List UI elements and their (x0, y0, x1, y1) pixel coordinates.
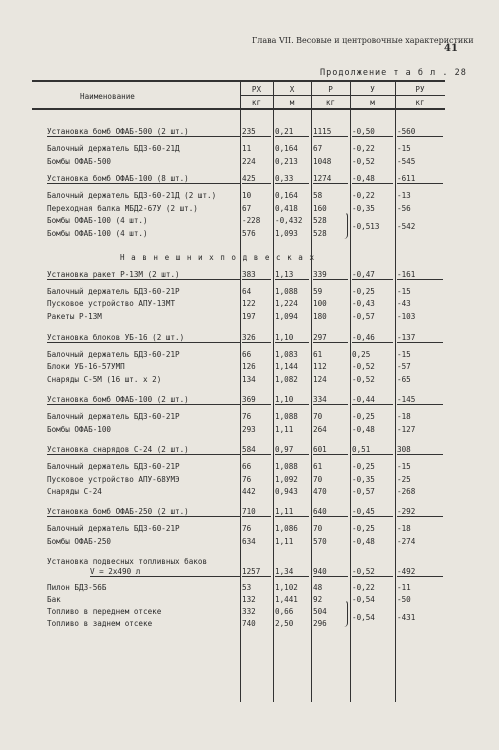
col-header-name: Наименование (80, 92, 135, 101)
cell-py: -103 (397, 312, 416, 321)
cell-y: -0,52 (352, 362, 375, 371)
cell-y: -0,25 (352, 412, 375, 421)
cell-px: 64 (242, 287, 252, 296)
col-header-p: P (328, 85, 333, 94)
cell-y: -0,50 (352, 127, 393, 137)
row-name: Балочный держатель БДЗ-60-21Р (47, 412, 180, 421)
cell-x: 1,082 (275, 375, 298, 384)
cell-p: 160 (313, 204, 327, 213)
cell-p: 1274 (313, 174, 348, 184)
cell-y: -0,57 (352, 487, 375, 496)
cell-x: 1,441 (275, 595, 298, 604)
cell-px: -228 (242, 216, 261, 225)
cell-x: 1,11 (275, 425, 294, 434)
cell-py: -15 (397, 287, 411, 296)
cell-y: -0,52 (352, 157, 375, 166)
cell-px: 710 (242, 507, 271, 517)
cell-x: 1,094 (275, 312, 298, 321)
cell-py: -13 (397, 191, 411, 200)
row-name: Снаряды С-24 (47, 487, 102, 496)
cell-y: -0,48 (352, 425, 375, 434)
cell-px: 576 (242, 229, 256, 238)
col-header-x: X (289, 85, 295, 94)
col-unit-py: кг (415, 98, 425, 107)
cell-x: 1,11 (275, 537, 294, 546)
cell-x: 1,088 (275, 462, 298, 471)
cell-p: 112 (313, 362, 327, 371)
cell-px: 134 (242, 375, 256, 384)
cell-x: 1,13 (275, 270, 309, 280)
row-name: Балочный держатель БДЗ-60-21Р (47, 350, 180, 359)
cell-x: 0,164 (275, 191, 298, 200)
cell-px: 369 (242, 395, 271, 405)
cell-x: 1,088 (275, 287, 298, 296)
cell-x: 0,213 (275, 157, 298, 166)
cell-y: -0,22 (352, 191, 375, 200)
cell-p: 528 (313, 229, 327, 238)
cell-y: -0,54 (352, 595, 375, 604)
cell-x: 1,102 (275, 583, 298, 592)
cell-p: 61 (313, 350, 323, 359)
cell-p: 601 (313, 445, 348, 455)
cell-py: -137 (397, 333, 443, 343)
cell-py: -292 (397, 507, 443, 517)
cell-x: 1,083 (275, 350, 298, 359)
cell-px: 740 (242, 619, 256, 628)
cell-px: 224 (242, 157, 256, 166)
row-name: Балочный держатель БДЗ-60-21Д (47, 144, 180, 153)
cell-py: -56 (397, 204, 411, 213)
row-name: Бомбы ОФАБ-250 (47, 537, 112, 546)
cell-py: -268 (397, 487, 416, 496)
cell-x: 1,092 (275, 475, 298, 484)
cell-p: 334 (313, 395, 348, 405)
cell-y: -0,52 (352, 375, 375, 384)
cell-py: -542 (397, 222, 416, 231)
cell-px: 66 (242, 462, 252, 471)
cell-x: 0,21 (275, 127, 309, 137)
cell-y: -0,47 (352, 270, 393, 280)
cell-px: 53 (242, 583, 252, 592)
cell-y: -0,46 (352, 333, 393, 343)
cell-py: -18 (397, 412, 411, 421)
cell-x: 0,418 (275, 204, 298, 213)
cell-p: 70 (313, 524, 323, 533)
row-name: Бомбы ОФАБ-100 (47, 425, 112, 434)
page-number: 41 (444, 43, 458, 54)
cell-px: 442 (242, 487, 256, 496)
cell-px: 235 (242, 127, 271, 137)
cell-p: 1048 (313, 157, 332, 166)
cell-px: 10 (242, 191, 252, 200)
col-unit-y: м (370, 98, 375, 107)
cell-x: 0,97 (275, 445, 309, 455)
cell-y: -0,35 (352, 204, 375, 213)
cell-y: -0,43 (352, 299, 375, 308)
row-name: Топливо в заднем отсеке (47, 619, 153, 628)
cell-px: 76 (242, 524, 252, 533)
cell-p: 48 (313, 583, 323, 592)
row-name: Балочный держатель БДЗ-60-21Р (47, 287, 180, 296)
cell-x: 1,093 (275, 229, 298, 238)
table-continuation-label: Продолжение т а б л . 28 (320, 68, 467, 78)
row-name: Установка бомб ОФАБ-500 (2 шт.) (47, 127, 240, 137)
cell-p: 70 (313, 475, 323, 484)
cell-y: -0,25 (352, 462, 375, 471)
cell-y: -0,35 (352, 475, 375, 484)
cell-px: 1257 (242, 567, 271, 577)
cell-p: 67 (313, 144, 323, 153)
cell-py: -431 (397, 613, 416, 622)
cell-py: -65 (397, 375, 411, 384)
row-name: Установка снарядов С-24 (2 шт.) (47, 445, 240, 455)
cell-p: 70 (313, 412, 323, 421)
row-name: Блоки УБ-16-57УМП (47, 362, 125, 371)
cell-px: 132 (242, 595, 256, 604)
cell-p: 470 (313, 487, 327, 496)
cell-py: -43 (397, 299, 411, 308)
cell-px: 197 (242, 312, 256, 321)
cell-x: 1,10 (275, 333, 309, 343)
row-name: Бомбы ОФАБ-100 (4 шт.) (47, 216, 148, 225)
col-header-y: У (370, 85, 375, 94)
cell-py: -15 (397, 144, 411, 153)
cell-py: -492 (397, 567, 443, 577)
cell-py: -50 (397, 595, 411, 604)
cell-py: -15 (397, 462, 411, 471)
cell-py: -11 (397, 583, 411, 592)
row-name: Установка подвесных топливных баков (47, 557, 208, 566)
cell-p: 296 (313, 619, 327, 628)
row-name: Пилон БДЗ-56Б (47, 583, 107, 592)
cell-x: 1,34 (275, 567, 309, 577)
cell-px: 584 (242, 445, 271, 455)
col-unit-px: кг (251, 98, 262, 107)
cell-p: 180 (313, 312, 327, 321)
row-name: Переходная балка МБД2-67У (2 шт.) (47, 204, 198, 213)
cell-p: 61 (313, 462, 323, 471)
cell-px: 383 (242, 270, 271, 280)
row-name: Бак (47, 595, 61, 604)
cell-p: 1115 (313, 127, 348, 137)
row-name: Ракеты Р-13М (47, 312, 102, 321)
cell-px: 293 (242, 425, 256, 434)
cell-px: 67 (242, 204, 252, 213)
cell-py: -15 (397, 350, 411, 359)
cell-px: 11 (242, 144, 252, 153)
cell-y: -0,25 (352, 287, 375, 296)
chapter-header: Глава VII. Весовые и центровочные характеристики (252, 36, 474, 45)
cell-x: 2,50 (275, 619, 294, 628)
cell-px: 66 (242, 350, 252, 359)
cell-px: 76 (242, 412, 252, 421)
cell-py: -545 (397, 157, 416, 166)
cell-y: -0,22 (352, 583, 375, 592)
cell-x: 1,144 (275, 362, 298, 371)
cell-x: -0,432 (275, 216, 303, 225)
cell-x: 0,33 (275, 174, 309, 184)
cell-px: 326 (242, 333, 271, 343)
cell-x: 0,164 (275, 144, 298, 153)
cell-px: 332 (242, 607, 256, 616)
cell-y: 0,25 (352, 350, 371, 359)
row-name: Установка бомб ОФАБ-100 (2 шт.) (47, 395, 240, 405)
cell-p: 264 (313, 425, 327, 434)
cell-py: 308 (397, 445, 443, 455)
row-name: Установка ракет Р-13М (2 шт.) (47, 270, 240, 280)
section-heading: Н а в н е ш н и х п о д в е с к а х (120, 253, 316, 262)
row-name: Установка блоков УБ-16 (2 шт.) (47, 333, 240, 343)
row-name: Пусковое устройство АПУ-13МТ (47, 299, 176, 308)
cell-y: -0,25 (352, 524, 375, 533)
cell-p: 124 (313, 375, 327, 384)
col-header-py: PУ (415, 85, 425, 94)
cell-y: -0,48 (352, 174, 393, 184)
col-header-px: PX (251, 85, 262, 94)
row-name: Балочный держатель БДЗ-60-21Д (2 шт.) (47, 191, 217, 200)
cell-p: 570 (313, 537, 327, 546)
cell-p: 528 (313, 216, 327, 225)
cell-p: 297 (313, 333, 348, 343)
cell-px: 126 (242, 362, 256, 371)
cell-py: -274 (397, 537, 416, 546)
cell-y: 0,51 (352, 445, 393, 455)
cell-p: 58 (313, 191, 323, 200)
row-name: Топливо в переднем отсеке (47, 607, 162, 616)
cell-y: -0,513 (352, 222, 380, 231)
cell-x: 1,10 (275, 395, 309, 405)
cell-p: 640 (313, 507, 348, 517)
row-name: Бомбы ОФАБ-500 (47, 157, 112, 166)
row-name: Балочный держатель БДЗ-60-21Р (47, 462, 180, 471)
row-name: V = 2х490 л (90, 567, 240, 577)
col-unit-x: м (289, 98, 295, 107)
col-unit-p: кг (325, 98, 336, 107)
row-name: Бомбы ОФАБ-100 (4 шт.) (47, 229, 148, 238)
cell-px: 634 (242, 537, 256, 546)
cell-x: 0,66 (275, 607, 294, 616)
cell-p: 940 (313, 567, 348, 577)
cell-p: 339 (313, 270, 348, 280)
cell-px: 76 (242, 475, 252, 484)
cell-py: -161 (397, 270, 443, 280)
cell-y: -0,57 (352, 312, 375, 321)
cell-y: -0,52 (352, 567, 393, 577)
row-name: Установка бомб ОФАБ-250 (2 шт.) (47, 507, 240, 517)
cell-py: -560 (397, 127, 443, 137)
cell-py: -127 (397, 425, 416, 434)
row-name: Установка бомб ОФАБ-100 (8 шт.) (47, 174, 240, 184)
cell-py: -25 (397, 475, 411, 484)
cell-py: -145 (397, 395, 443, 405)
cell-p: 92 (313, 595, 323, 604)
cell-x: 1,224 (275, 299, 298, 308)
cell-y: -0,44 (352, 395, 393, 405)
cell-y: -0,48 (352, 537, 375, 546)
cell-p: 100 (313, 299, 327, 308)
cell-x: 0,943 (275, 487, 298, 496)
cell-p: 59 (313, 287, 323, 296)
cell-py: -611 (397, 174, 443, 184)
row-name: Балочный держатель БДЗ-60-21Р (47, 524, 180, 533)
cell-p: 504 (313, 607, 327, 616)
row-name: Снаряды С-5М (16 шт. х 2) (47, 375, 162, 384)
cell-y: -0,45 (352, 507, 393, 517)
cell-x: 1,11 (275, 507, 309, 517)
cell-x: 1,088 (275, 412, 298, 421)
cell-py: -57 (397, 362, 411, 371)
cell-y: -0,54 (352, 613, 375, 622)
row-name: Пусковое устройство АПУ-68УМЭ (47, 475, 180, 484)
cell-y: -0,22 (352, 144, 375, 153)
cell-py: -18 (397, 524, 411, 533)
cell-px: 122 (242, 299, 256, 308)
cell-px: 425 (242, 174, 271, 184)
cell-x: 1,086 (275, 524, 298, 533)
